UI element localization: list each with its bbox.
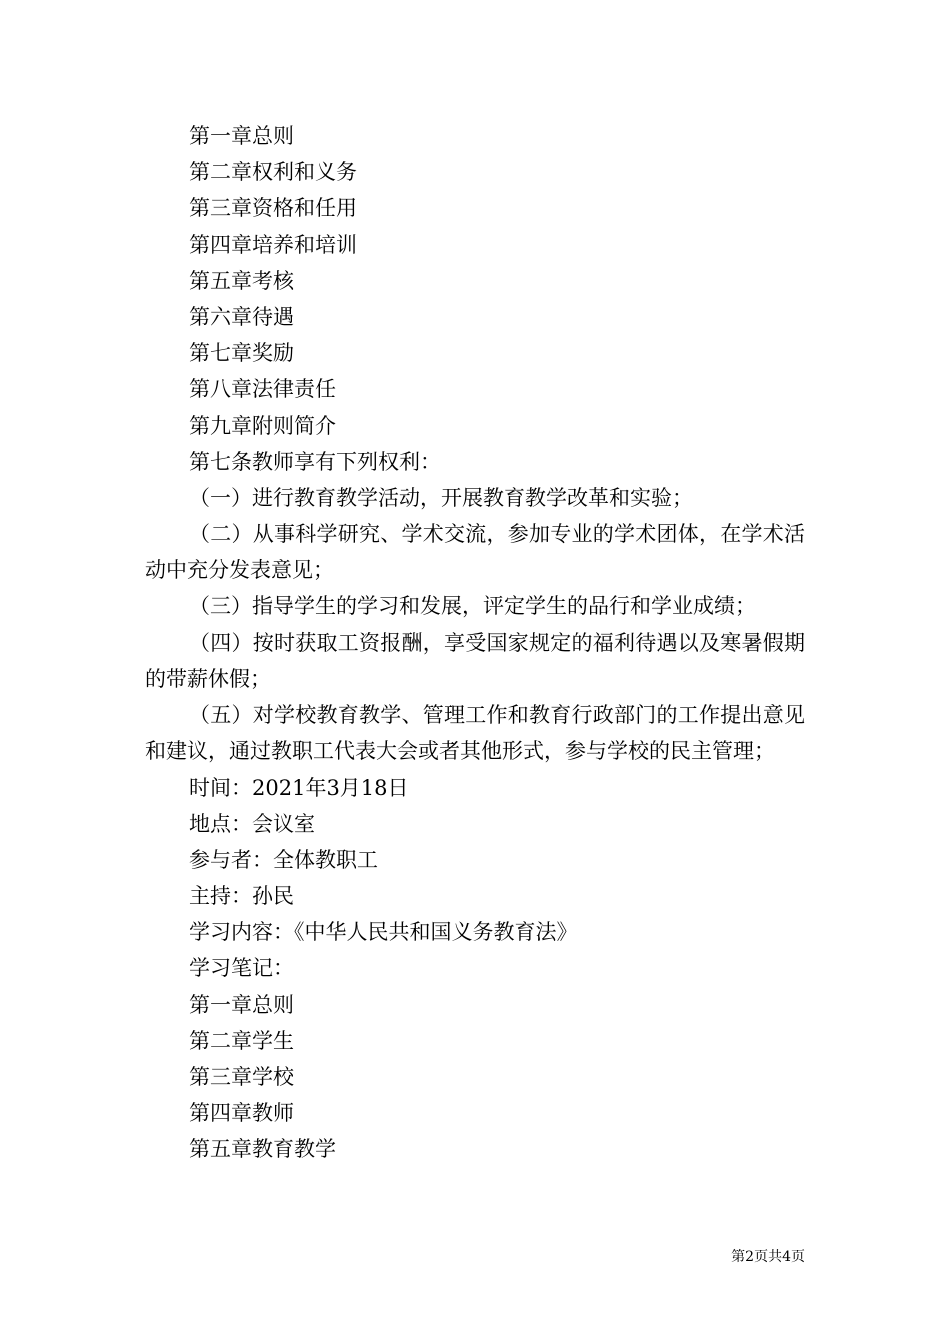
article-item: （五）对学校教育教学、管理工作和教育行政部门的工作提出意见和建议，通过教职工代表大会或者其他形式，参与学校的民主管理； [145,703,805,764]
article-item: （一）进行教育教学活动，开展教育教学改革和实验； [189,485,693,510]
chapter-line: 第二章权利和义务 [189,160,357,185]
document-body [145,118,805,1168]
meeting-content: 学习内容：《中华人民共和国义务教育法》 [189,920,578,945]
chapter-line: 第三章资格和任用 [189,196,357,221]
meeting-place: 地点：会议室 [189,811,315,836]
chapter-line: 第九章附则简介 [189,413,336,438]
chapter-line: 第三章学校 [189,1065,294,1089]
article-item: （二）从事科学研究、学术交流，参加专业的学术团体，在学术活动中充分发表意见； [145,522,805,583]
chapter-line: 第一章总则 [189,992,294,1017]
article-item: （三）指导学生的学习和发展，评定学生的品行和学业成绩； [189,594,756,619]
chapter-line: 第六章待遇 [189,304,294,329]
chapter-line: 第四章培养和培训 [189,232,357,257]
chapter-line: 第一章总则 [189,124,294,148]
article-item: （四）按时获取工资报酬，享受国家规定的福利待遇以及寒暑假期的带薪休假； [145,630,805,691]
chapter-line: 第八章法律责任 [189,377,336,402]
meeting-participants: 参与者：全体教职工 [189,847,378,872]
chapter-line: 第七章奖励 [189,341,294,366]
meeting-host: 主持：孙民 [189,884,294,909]
chapter-line: 第二章学生 [189,1028,294,1053]
chapter-line: 第五章考核 [189,268,294,293]
chapter-line: 第五章教育教学 [189,1137,336,1162]
article-heading: 第七条教师享有下列权利： [189,449,441,474]
chapter-line: 第四章教师 [189,1101,294,1126]
notes-label: 学习笔记： [189,956,294,981]
page-footer: 第2页共4页 [731,1249,805,1265]
meeting-time: 时间：2021年3月18日 [189,775,409,800]
